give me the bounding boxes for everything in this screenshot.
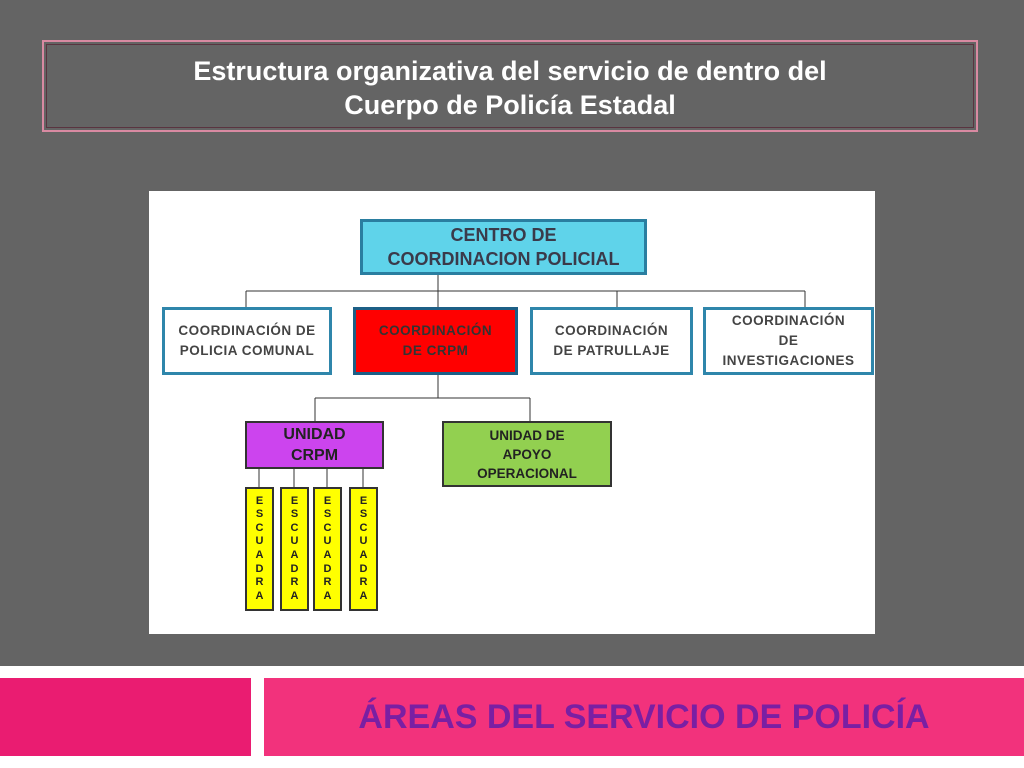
escuadra-letter: D [290, 562, 299, 575]
escuadra-letter: A [359, 549, 368, 561]
escuadra-letter: R [290, 576, 299, 589]
escuadra-letter: U [255, 535, 264, 548]
escuadra-letter: E [290, 494, 299, 507]
escuadra-letter: S [255, 508, 264, 521]
escuadra-letter: A [255, 549, 264, 561]
escuadra-letter: D [255, 562, 264, 575]
escuadra-letter: R [359, 576, 368, 589]
escuadra-letter: R [323, 576, 332, 589]
escuadra-letter: S [290, 508, 299, 521]
escuadra-letter: U [359, 535, 368, 548]
escuadra-letter: D [359, 562, 368, 575]
escuadra-letter: E [323, 494, 332, 507]
escuadra-letter: U [323, 535, 332, 548]
title-box [42, 40, 978, 132]
escuadra-letter: A [255, 589, 264, 602]
escuadra-letter: E [359, 494, 368, 507]
escuadra-node [313, 487, 342, 611]
escuadra-letter: A [359, 589, 368, 602]
escuadra-letter: A [323, 589, 332, 602]
footer-accent-bar [0, 678, 251, 756]
escuadra-letter: R [255, 576, 264, 589]
footer-bar [264, 678, 1024, 756]
escuadra-node [349, 487, 378, 611]
escuadra-letter: C [290, 521, 299, 534]
escuadra-letter: D [323, 562, 332, 575]
coordinacion-investigaciones-node: COORDINACIÓN DE INVESTIGACIONES [703, 307, 874, 375]
escuadra-letter: C [323, 521, 332, 534]
org-chart-panel [149, 191, 875, 634]
escuadra-node [245, 487, 274, 611]
coordinacion-crpm-node: COORDINACIÓN DE CRPM [353, 307, 518, 375]
escuadra-letter: C [359, 521, 368, 534]
escuadra-letter: A [290, 589, 299, 602]
footer-title: ÁREAS DEL SERVICIO DE POLICÍA [358, 697, 930, 736]
slide-title: Estructura organizativa del servicio de dentro del Cuerpo de Policía Estadal [193, 56, 827, 120]
unidad-crpm-node: UNIDAD CRPM [245, 421, 384, 469]
escuadra-letter: E [255, 494, 264, 507]
centro-coordinacion-node: CENTRO DE COORDINACION POLICIAL [360, 219, 647, 275]
unidad-apoyo-operacional-node: UNIDAD DE APOYO OPERACIONAL [442, 421, 612, 487]
coordinacion-patrullaje-node: COORDINACIÓN DE PATRULLAJE [530, 307, 693, 375]
escuadra-letter: A [290, 549, 299, 561]
escuadra-letter: S [323, 508, 332, 521]
escuadra-letter: C [255, 521, 264, 534]
escuadra-letter: S [359, 508, 368, 521]
escuadra-letter: U [290, 535, 299, 548]
escuadra-letter: A [323, 549, 332, 561]
coordinacion-policia-comunal-node: COORDINACIÓN DE POLICIA COMUNAL [162, 307, 332, 375]
escuadra-node [280, 487, 309, 611]
